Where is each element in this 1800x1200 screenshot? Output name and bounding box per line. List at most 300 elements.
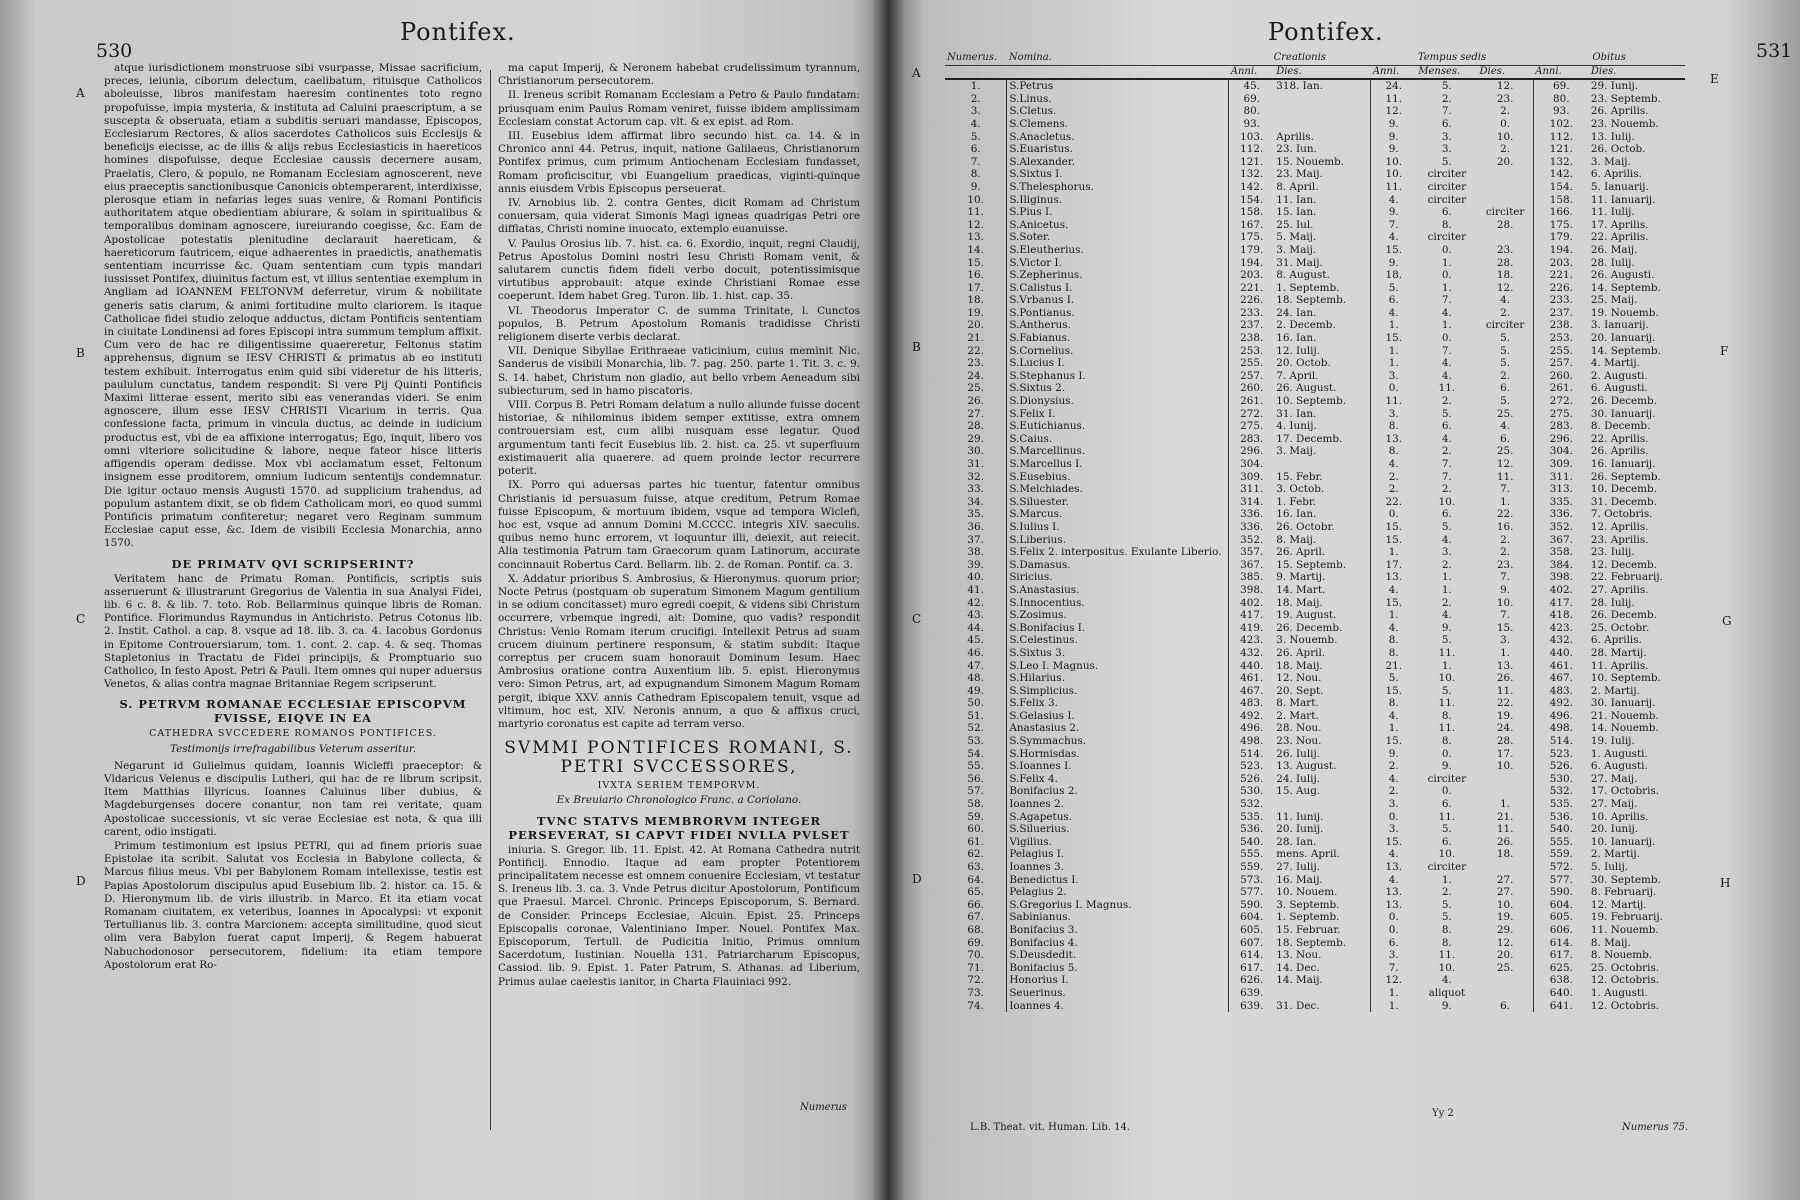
cell-creation-day: 28. Ian. (1274, 836, 1371, 849)
cell-creation-year: 257. (1240, 369, 1264, 382)
cell-sedis-dies: 28. (1478, 257, 1534, 270)
cell-nomen: S.Innocentius. (1007, 597, 1229, 610)
cell-sedis-dies: 3. (1478, 634, 1534, 647)
cell-sedis-dies: 26. (1478, 836, 1534, 849)
cell-creation-year: 255. (1240, 357, 1264, 370)
margin-letter-c: C (76, 612, 86, 626)
cell-numerus: 72. (945, 974, 1007, 987)
cell-obitus-anni: 440. (1549, 646, 1573, 659)
cell-obitus-anni: 352. (1549, 520, 1573, 533)
cell-obitus-anni: 417. (1549, 596, 1573, 609)
cell-sedis-anni: 17. (1385, 558, 1403, 571)
cell-nomen: S.Marcus. (1007, 508, 1229, 521)
cell-sedis-anni: 15. (1385, 332, 1403, 345)
cell-nomen: S.Stephanus I. (1007, 370, 1229, 383)
cell-creation-day: 26. August. (1274, 382, 1371, 395)
table-row (945, 458, 1685, 471)
cell-creation-day: 2. Decemb. (1274, 319, 1371, 332)
cell-sedis-anni: 11. (1385, 92, 1403, 105)
cell-obitus-dies: 23. Iulij. (1590, 546, 1635, 559)
cell-nomen: Pelagius I. (1007, 848, 1229, 861)
cell-sedis-anni: 1. (1388, 344, 1399, 357)
cell-obitus-dies: 11. Aprilis. (1590, 659, 1649, 672)
table-row (945, 785, 1685, 798)
cell-numerus: 29. (945, 433, 1007, 446)
cell-obitus-dies: 26. Augusti. (1590, 269, 1655, 282)
cell-creation-year: 275. (1240, 420, 1264, 433)
col-header-tempus: Tempus sedis (1371, 52, 1533, 65)
cell-creation-year: 536. (1240, 823, 1264, 836)
table-row (945, 93, 1685, 106)
cell-sedis-dies (1478, 773, 1534, 786)
cell-numerus: 30. (945, 445, 1007, 458)
cell-creation-day: 20. Octob. (1274, 357, 1371, 370)
cell-creation-day: 14. Dec. (1274, 962, 1371, 975)
cell-sedis-menses: 0. (1441, 747, 1452, 760)
cell-sedis-anni: 2. (1388, 760, 1399, 773)
table-row (945, 647, 1685, 660)
cell-sedis-anni: 2. (1388, 483, 1399, 496)
cell-sedis-menses: 5. (1441, 898, 1452, 911)
cell-creation-day: 31. Ian. (1274, 408, 1371, 421)
cell-obitus-dies: 28. Iulij. (1590, 256, 1635, 269)
cell-sedis-anni: 3. (1388, 823, 1399, 836)
cell-obitus-anni: 467. (1549, 672, 1573, 685)
cell-obitus-dies: 10. Septemb. (1590, 672, 1661, 685)
cell-creation-year: 314. (1240, 495, 1264, 508)
cell-sedis-dies: 6. (1478, 1000, 1534, 1013)
cell-sedis-dies: 2. (1478, 307, 1534, 320)
table-row (945, 408, 1685, 421)
cell-creation-year: 158. (1240, 206, 1264, 219)
cell-sedis-dies: 7. (1478, 571, 1534, 584)
table-row (945, 634, 1685, 647)
cell-sedis-menses: 0. (1441, 243, 1452, 256)
section-subtitle: Ex Breuiario Chronologico Franc. a Coriolano. (556, 794, 802, 807)
cell-obitus-anni: 93. (1553, 105, 1570, 118)
cell-numerus: 36. (945, 521, 1007, 534)
cell-obitus-anni: 260. (1549, 369, 1573, 382)
table-row (945, 974, 1685, 987)
cell-creation-day: 20. Iunij. (1274, 823, 1371, 836)
cell-creation-year: 532. (1240, 798, 1264, 811)
table-row (945, 962, 1685, 975)
cell-creation-year: 253. (1240, 344, 1264, 357)
cell-sedis-menses: 11. (1438, 722, 1456, 735)
cell-obitus-anni: 498. (1549, 722, 1573, 735)
cell-sedis-menses: 8. (1441, 218, 1452, 231)
cell-nomen: S.Leo I. Magnus. (1007, 660, 1229, 673)
paragraph: X. Addatur prioribus S. Ambrosius, & Hieronymus. quorum prior; Nocte Petrus (postquam ob superatum Simonem Magum gentilium in se odium concitasset) muro egredi coepit, & videns sibi Christum occurrere, vrbemque ingredi, ait: Domine, quo vadis? respondit Christus: Venio Romam iterum crucifigi. Intellexit Petrus ad suam crucem diuinum pertinere responsum, & statim subdit: Itaque correptus per crucem suam honorauit Dominum Iesum. Haec Ambrosius oratione contra Auxentium lib. 5. epist. Hieronymus vero: Simon Petrus, art, ad expugnandum Simonem Magum Romam pergit, ibique XXV. annis Cathedram Episcopalem tenuit, vsque ad vltimum, hoc est, XIV. Neronis annum, a quo & affixus cruci, martyrio coronatus est capite ad terram verso. (498, 572, 860, 730)
cell-creation-year: 233. (1240, 306, 1264, 319)
table-row (945, 269, 1685, 282)
paragraph: II. Ireneus scribit Romanam Ecclesiam a Petro & Paulo fundatam: priusquam enim Paulus Romam veniret, fuisse ibidem amplissimam Ecclesiam constat Actorum cap. vlt. & ex epist. ad Rom. (498, 89, 860, 128)
cell-obitus-anni: 532. (1549, 785, 1573, 798)
cell-nomen: S.Pontianus. (1007, 307, 1229, 320)
cell-numerus: 6. (945, 143, 1007, 156)
table-row (945, 282, 1685, 295)
cell-nomen: S.Eutichianus. (1007, 420, 1229, 433)
cell-sedis-anni: 10. (1385, 168, 1403, 181)
cell-obitus-dies: 26. Decemb. (1590, 395, 1657, 408)
cell-numerus: 41. (945, 584, 1007, 597)
cell-numerus: 70. (945, 949, 1007, 962)
cell-sedis-menses: 2. (1441, 596, 1452, 609)
cell-creation-day: 17. Decemb. (1274, 433, 1371, 446)
cell-sedis-menses: 2. (1441, 92, 1452, 105)
cell-obitus-dies: 11. Nouemb. (1590, 923, 1659, 936)
cell-creation-year: 607. (1240, 936, 1264, 949)
cell-creation-year: 514. (1240, 747, 1264, 760)
margin-letter-c: C (912, 612, 922, 626)
cell-sedis-menses: 5. (1441, 80, 1452, 93)
cell-creation-year: 573. (1240, 873, 1264, 886)
cell-obitus-dies: 10. Ianuarij. (1590, 835, 1656, 848)
cell-sedis-menses: 5. (1441, 634, 1452, 647)
cell-sedis-anni: 4. (1388, 621, 1399, 634)
cell-sedis-menses: 6. (1441, 798, 1452, 811)
cell-sedis-menses: 5. (1441, 823, 1452, 836)
paragraph: VI. Theodorus Imperator C. de summa Trinitate, l. Cunctos populos, B. Petrum Apostolum Romanis tradidisse Christi religionem diserte verbis declarat. (498, 304, 860, 344)
cell-numerus: 65. (945, 886, 1007, 899)
cell-sedis-dies (1478, 168, 1534, 181)
cell-obitus-anni: 255. (1549, 344, 1573, 357)
left-running-head: Pontifex. (400, 18, 516, 46)
cell-sedis-anni: 9. (1388, 256, 1399, 269)
cell-sedis-menses: 8. (1441, 709, 1452, 722)
cell-obitus-dies: 27. Maij. (1590, 772, 1638, 785)
section-subtitle: Testimonijs irrefragabilibus Veterum asseritur. (169, 742, 417, 755)
cell-sedis-menses: 1. (1441, 281, 1452, 294)
cell-sedis-menses: 0. (1441, 785, 1452, 798)
cell-sedis-menses: 6. (1441, 206, 1452, 219)
cell-sedis-anni: 1. (1388, 319, 1399, 332)
cell-obitus-anni: 336. (1549, 508, 1573, 521)
cell-obitus-anni: 175. (1549, 218, 1573, 231)
cell-sedis-dies: 10. (1478, 131, 1534, 144)
column-divider (490, 70, 491, 1130)
cell-creation-day: mens. April. (1274, 848, 1371, 861)
cell-obitus-dies: 11. Iulij. (1590, 206, 1635, 219)
cell-sedis-dies: 1. (1478, 496, 1534, 509)
cell-obitus-anni: 492. (1549, 697, 1573, 710)
cell-numerus: 48. (945, 672, 1007, 685)
cell-sedis-dies: 20. (1478, 156, 1534, 169)
cell-obitus-anni: 432. (1549, 634, 1573, 647)
cell-sedis-menses: 4. (1441, 357, 1452, 370)
cell-obitus-anni: 514. (1549, 735, 1573, 748)
cell-creation-day: 7. April. (1274, 370, 1371, 383)
cell-creation-day: 5. Maij. (1274, 231, 1371, 244)
cell-obitus-dies: 28. Martij. (1590, 646, 1647, 659)
cell-obitus-anni: 418. (1549, 609, 1573, 622)
cell-nomen: S.Celestinus. (1007, 634, 1229, 647)
cell-sedis-anni: 4. (1388, 583, 1399, 596)
cell-creation-day: 2. Mart. (1274, 710, 1371, 723)
cell-obitus-dies: 28. Iulij. (1590, 596, 1635, 609)
cell-sedis-dies: 2. (1478, 370, 1534, 383)
margin-letter-b: B (912, 340, 921, 354)
cell-sedis-anni: 6. (1388, 294, 1399, 307)
cell-numerus: 19. (945, 307, 1007, 320)
cell-sedis-dies: 13. (1478, 660, 1534, 673)
table-row (945, 534, 1685, 547)
cell-nomen: S.Deusdedit. (1007, 949, 1229, 962)
margin-letter-e: E (1710, 72, 1719, 86)
cell-sedis-menses: 10. (1438, 495, 1456, 508)
cell-numerus: 27. (945, 408, 1007, 421)
section-subheading: CATHEDRA SVCCEDERE ROMANOS PONTIFICES. (149, 728, 437, 740)
cell-obitus-dies: 5. Iulij. (1590, 861, 1629, 873)
cell-creation-year: 194. (1240, 256, 1264, 269)
cell-sedis-anni: 12. (1385, 105, 1403, 118)
cell-numerus: 24. (945, 370, 1007, 383)
cell-creation-day (1274, 798, 1371, 811)
cell-numerus: 15. (945, 257, 1007, 270)
cell-sedis-menses: 9. (1441, 760, 1452, 773)
cell-creation-year: 423. (1240, 634, 1264, 647)
cell-sedis-anni: 0. (1388, 923, 1399, 936)
cell-creation-year: 179. (1240, 243, 1264, 256)
cell-numerus: 18. (945, 294, 1007, 307)
cell-creation-year: 283. (1240, 432, 1264, 445)
cell-sedis-anni: 13. (1385, 898, 1403, 911)
cell-nomen: Bonifacius 2. (1007, 785, 1229, 798)
cell-creation-year: 261. (1240, 395, 1264, 408)
cell-sedis-menses: circiter (1427, 180, 1467, 193)
cell-creation-year: 304. (1240, 458, 1264, 470)
table-row (945, 181, 1685, 194)
paragraph: iniuria. S. Gregor. lib. 11. Epist. 42. At Romana Cathedra nutrit Pontificij. Ennodio. Itaque ad eam propter Potentiorem principalitatem necesse est omnem conuenire Ecclesiam, vt testatur S. Ireneus lib. 3. ca. 3. Vnde Petrus dicitur Apostolorum, Pontificum que Praesul. Marcel. Chronic. Princeps Episcoporum, S. Bernard. de Consider. Princeps Ecclesiae, Alcuin. Epist. 25. Princeps Episcopalis coronae, Valentiniano Imper. Nouel. Pontifex Max. Episcoporum, Tertull. de Pudicitia Initio, Primus omnium Sacerdotum, Iustinian. Nouella 131. Patriarcharum Episcopus, Cassiod. lib. 9. Epist. 1. Pater Patrum, S. Athanas. ad Liberium, Primus aulae caelestis ianitor, in Charta Flauiniaci 992. (498, 843, 860, 988)
cell-creation-year: 483. (1240, 697, 1264, 710)
table-row (945, 370, 1685, 383)
cell-obitus-dies: 14. Nouemb. (1590, 722, 1659, 735)
cell-numerus: 43. (945, 609, 1007, 622)
table-row (945, 823, 1685, 836)
cell-sedis-anni: 4. (1388, 458, 1399, 470)
cell-obitus-dies: 3. Maij. (1590, 155, 1631, 168)
cell-nomen: S.Iulius I. (1007, 521, 1229, 534)
cell-creation-year: 352. (1240, 533, 1264, 546)
cell-nomen: S.Calistus I. (1007, 282, 1229, 295)
table-row (945, 156, 1685, 169)
pontiffs-table (945, 52, 1685, 1012)
cell-sedis-anni: 5. (1388, 672, 1399, 685)
cell-nomen: Anastasius 2. (1007, 722, 1229, 735)
col-header-nomina: Nomina. (1007, 52, 1229, 65)
cell-numerus: 9. (945, 181, 1007, 194)
cell-sedis-anni: 13. (1385, 886, 1403, 899)
cell-creation-day: 318. Ian. (1274, 79, 1371, 93)
cell-creation-day: 15. Febr. (1274, 471, 1371, 484)
cell-sedis-dies: 12. (1478, 458, 1534, 471)
cell-sedis-dies (1478, 194, 1534, 207)
cell-sedis-anni: 15. (1385, 835, 1403, 848)
cell-numerus: 57. (945, 785, 1007, 798)
cell-obitus-dies: 17. Aprilis. (1590, 218, 1649, 231)
cell-nomen: Seuerinus. (1007, 987, 1229, 1000)
cell-obitus-anni: 614. (1549, 936, 1573, 949)
cell-obitus-dies: 2. Martij. (1590, 684, 1640, 697)
cell-sedis-anni: 4. (1388, 772, 1399, 785)
table-subheader-row (945, 65, 1685, 79)
cell-obitus-dies: 13. Iulij. (1590, 130, 1635, 143)
cell-sedis-menses: circiter (1427, 772, 1467, 785)
cell-numerus: 22. (945, 345, 1007, 358)
footnote: L.B. Theat. vit. Human. Lib. 14. (970, 1122, 1131, 1133)
cell-creation-day: 26. April. (1274, 546, 1371, 559)
cell-sedis-dies: 23. (1478, 559, 1534, 572)
cell-numerus: 11. (945, 206, 1007, 219)
cell-nomen: S.Vrbanus I. (1007, 294, 1229, 307)
table-row (945, 521, 1685, 534)
table-row (945, 886, 1685, 899)
table-row (945, 924, 1685, 937)
cell-numerus: 71. (945, 962, 1007, 975)
cell-creation-day: 3. Octob. (1274, 483, 1371, 496)
cell-creation-day: 24. Ian. (1274, 307, 1371, 320)
cell-nomen: S.Hormisdas. (1007, 748, 1229, 761)
table-row (945, 836, 1685, 849)
cell-sedis-dies: 4. (1478, 294, 1534, 307)
cell-sedis-anni: 15. (1385, 684, 1403, 697)
cell-obitus-anni: 617. (1549, 949, 1573, 962)
cell-creation-year: 203. (1240, 269, 1264, 282)
cell-sedis-dies: 1. (1478, 647, 1534, 660)
cell-numerus: 13. (945, 231, 1007, 244)
cell-creation-day: 3. Septemb. (1274, 899, 1371, 912)
cell-nomen: S.Marcellus I. (1007, 458, 1229, 471)
cell-creation-year: 336. (1240, 508, 1264, 521)
cell-nomen: S.Clemens. (1007, 118, 1229, 131)
cell-sedis-dies (1478, 987, 1534, 1000)
cell-nomen: Ioannes 3. (1007, 861, 1229, 874)
cell-creation-year: 112. (1240, 143, 1264, 156)
col-header-anni: Anni. (1371, 65, 1416, 79)
cell-obitus-anni: 226. (1549, 281, 1573, 294)
cell-obitus-anni: 238. (1549, 319, 1573, 332)
cell-numerus: 28. (945, 420, 1007, 433)
table-row (945, 987, 1685, 1000)
section-subheading: IVXTA SERIEM TEMPORVM. (597, 780, 761, 792)
cell-creation-year: 154. (1240, 193, 1264, 206)
cell-creation-year: 617. (1240, 961, 1264, 974)
cell-sedis-menses: 2. (1441, 558, 1452, 571)
cell-sedis-anni: 3. (1388, 407, 1399, 420)
cell-sedis-anni: 15. (1385, 735, 1403, 748)
table-row (945, 206, 1685, 219)
cell-sedis-dies: 10. (1478, 597, 1534, 610)
col-header-dies: Dies. (1274, 65, 1371, 79)
cell-sedis-anni: 1. (1388, 722, 1399, 735)
cell-nomen: S.Euaristus. (1007, 143, 1229, 156)
cell-sedis-menses: 0. (1441, 269, 1452, 282)
cell-sedis-menses: 5. (1441, 684, 1452, 697)
cell-sedis-anni: 1. (1388, 999, 1399, 1012)
cell-obitus-anni: 158. (1549, 193, 1573, 206)
cell-sedis-menses: 4. (1441, 369, 1452, 382)
cell-sedis-anni: 15. (1385, 596, 1403, 609)
cell-sedis-anni: 4. (1388, 231, 1399, 244)
cell-creation-year: 590. (1240, 898, 1264, 911)
cell-creation-year: 93. (1243, 117, 1260, 130)
cell-sedis-anni: 3. (1388, 949, 1399, 962)
signature-mark: Yy 2 (1432, 1108, 1454, 1119)
cell-sedis-dies: 2. (1478, 105, 1534, 118)
cell-sedis-anni: 18. (1385, 269, 1403, 282)
cell-nomen: S.Eusebius. (1007, 471, 1229, 484)
cell-sedis-menses: 4. (1441, 974, 1452, 987)
cell-obitus-dies: 6. Aprilis. (1590, 634, 1642, 647)
cell-numerus: 21. (945, 332, 1007, 345)
cell-creation-day: 8. August. (1274, 269, 1371, 282)
cell-sedis-dies: 12. (1478, 79, 1534, 93)
cell-sedis-dies: 5. (1478, 357, 1534, 370)
table-row (945, 899, 1685, 912)
cell-sedis-dies: circiter (1478, 206, 1534, 219)
cell-creation-year: 540. (1240, 835, 1264, 848)
cell-sedis-menses: 4. (1441, 432, 1452, 445)
cell-creation-day: 18. Maij. (1274, 660, 1371, 673)
cell-sedis-dies: 12. (1478, 282, 1534, 295)
cell-obitus-anni: 296. (1549, 432, 1573, 445)
cell-obitus-dies: 8. Decemb. (1590, 420, 1651, 433)
cell-obitus-anni: 640. (1549, 986, 1573, 999)
cell-nomen: Bonifacius 5. (1007, 962, 1229, 975)
paragraph: III. Eusebius idem affirmat libro secundo hist. ca. 14. & in Chronico anni 44. Petrus, inquit, natione Galilaeus, Christianorum Pontifex primus, cum primum Antiochenam Ecclesiam fundasset, Romam proficiscitur, vbi Euangelium praedicas, viginti-quinque annis eiusdem Vrbis Episcopus perseuerat. (498, 130, 860, 195)
cell-numerus: 73. (945, 987, 1007, 1000)
cell-obitus-dies: 12. Aprilis. (1590, 520, 1649, 533)
cell-sedis-anni: 13. (1385, 432, 1403, 445)
table-row (945, 395, 1685, 408)
cell-nomen: Pelagius 2. (1007, 886, 1229, 899)
cell-obitus-anni: 253. (1549, 332, 1573, 345)
cell-sedis-menses: 3. (1441, 546, 1452, 559)
cell-sedis-dies: 5. (1478, 345, 1534, 358)
cell-nomen: S.Simplicius. (1007, 685, 1229, 698)
cell-sedis-dies: 24. (1478, 722, 1534, 735)
cell-obitus-dies: 22. Aprilis. (1590, 432, 1649, 445)
cell-obitus-dies: 22. Februarij. (1590, 571, 1663, 584)
cell-obitus-anni: 496. (1549, 709, 1573, 722)
cell-sedis-dies: 19. (1478, 911, 1534, 924)
cell-sedis-dies: 28. (1478, 735, 1534, 748)
cell-creation-day: 3. Maij. (1274, 244, 1371, 257)
cell-obitus-anni: 384. (1549, 558, 1573, 571)
cell-obitus-dies: 26. Maij. (1590, 243, 1638, 256)
cell-sedis-anni: 3. (1388, 369, 1399, 382)
cell-creation-day: 31. Dec. (1274, 1000, 1371, 1013)
cell-obitus-anni: 535. (1549, 798, 1573, 811)
cell-obitus-dies: 14. Septemb. (1590, 344, 1661, 357)
table-row (945, 685, 1685, 698)
cell-sedis-dies: 11. (1478, 823, 1534, 836)
cell-sedis-dies: 18. (1478, 269, 1534, 282)
cell-obitus-dies: 4. Martij. (1590, 357, 1640, 370)
cell-numerus: 4. (945, 118, 1007, 131)
cell-sedis-dies: 4. (1478, 420, 1534, 433)
cell-creation-year: 103. (1240, 130, 1264, 143)
cell-sedis-anni: 0. (1388, 382, 1399, 395)
cell-sedis-menses: 4. (1441, 609, 1452, 622)
cell-obitus-dies: 5. Ianuarij. (1590, 180, 1649, 193)
cell-obitus-anni: 572. (1549, 861, 1573, 873)
cell-obitus-anni: 313. (1549, 483, 1573, 496)
paragraph: VII. Denique Sibyllae Erithraeae vaticinium, cuius meminit Nic. Sanderus de visibili Monarchia, lib. 7. pag. 250. parte 1. Tit. 3. c. 9. S. 14. habet, Christum non gladio, aut bello vrbem Aeneadum sibi subiecturum, sed in hamo piscatoris. (498, 345, 860, 397)
cell-sedis-menses: 11. (1438, 810, 1456, 823)
cell-nomen: Honorius I. (1007, 974, 1229, 987)
cell-creation-year: 80. (1243, 105, 1260, 118)
